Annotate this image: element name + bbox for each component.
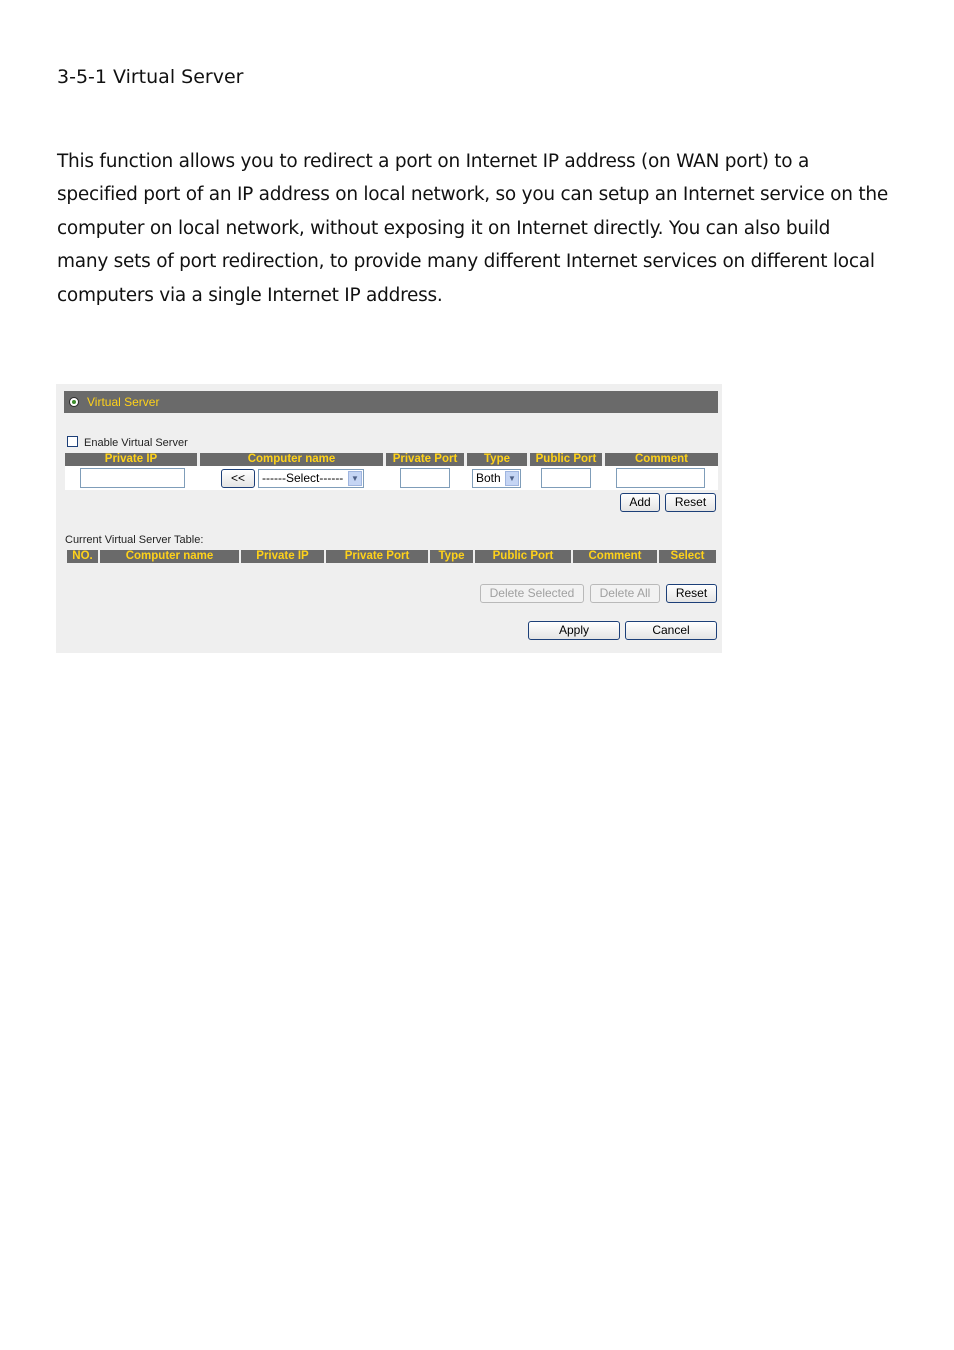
paragraph-line: many sets of port redirection, to provide many different Internet services on different local bbox=[57, 251, 875, 273]
header-public-port: Public Port bbox=[530, 453, 602, 466]
public-port-input[interactable] bbox=[541, 468, 591, 488]
type-select[interactable] bbox=[472, 469, 521, 488]
header-comment: Comment bbox=[605, 453, 718, 466]
paragraph-line: computer on local network, without exposing it on Internet directly. You can also build bbox=[57, 217, 831, 239]
table-header-private-ip: Private IP bbox=[241, 550, 324, 563]
table-reset-button[interactable]: Reset bbox=[666, 584, 717, 603]
table-header-comment: Comment bbox=[573, 550, 657, 563]
comment-input[interactable] bbox=[616, 468, 705, 488]
apply-button[interactable]: Apply bbox=[528, 621, 620, 640]
paragraph-line: specified port of an IP address on local network, so you can setup an Internet service on the bbox=[57, 184, 888, 206]
enable-virtual-server-checkbox[interactable] bbox=[67, 436, 78, 447]
chevron-down-icon[interactable]: ▼ bbox=[505, 471, 519, 486]
table-header-private-port: Private Port bbox=[326, 550, 428, 563]
header-type: Type bbox=[467, 453, 527, 466]
description-paragraph bbox=[57, 145, 899, 312]
entry-row bbox=[65, 466, 718, 490]
cancel-button[interactable]: Cancel bbox=[625, 621, 717, 640]
private-port-input[interactable] bbox=[400, 468, 450, 488]
computer-name-select-value: ------Select------ bbox=[262, 471, 344, 485]
header-computer-name: Computer name bbox=[200, 453, 383, 466]
entry-reset-button[interactable]: Reset bbox=[665, 493, 716, 512]
table-header-public-port: Public Port bbox=[475, 550, 571, 563]
virtual-server-panel bbox=[56, 384, 722, 653]
chevron-down-icon[interactable]: ▼ bbox=[348, 471, 362, 486]
radio-bullet-icon bbox=[69, 397, 79, 407]
table-header-type: Type bbox=[430, 550, 473, 563]
panel-title-bar bbox=[64, 391, 718, 413]
table-header-computer-name: Computer name bbox=[100, 550, 239, 563]
entry-header-row bbox=[65, 453, 718, 466]
delete-all-button[interactable]: Delete All bbox=[590, 584, 660, 603]
header-private-ip: Private IP bbox=[65, 453, 197, 466]
table-header-no: NO. bbox=[67, 550, 98, 563]
table-header-select: Select bbox=[659, 550, 716, 563]
header-private-port: Private Port bbox=[386, 453, 464, 466]
paragraph-line: computers via a single Internet IP address. bbox=[57, 284, 443, 306]
add-button[interactable]: Add bbox=[620, 493, 660, 512]
current-table-label: Current Virtual Server Table: bbox=[65, 534, 204, 546]
private-ip-input[interactable] bbox=[80, 468, 185, 488]
delete-selected-button[interactable]: Delete Selected bbox=[480, 584, 584, 603]
computer-name-select[interactable] bbox=[258, 469, 364, 488]
copy-computer-button[interactable]: << bbox=[221, 469, 255, 488]
type-select-value: Both bbox=[476, 471, 501, 485]
enable-virtual-server-label: Enable Virtual Server bbox=[84, 437, 188, 449]
section-heading: 3-5-1 Virtual Server bbox=[57, 66, 244, 88]
paragraph-line: This function allows you to redirect a port on Internet IP address (on WAN port) to a bbox=[57, 151, 810, 172]
table-header-row bbox=[65, 550, 718, 563]
panel-title: Virtual Server bbox=[87, 395, 160, 409]
